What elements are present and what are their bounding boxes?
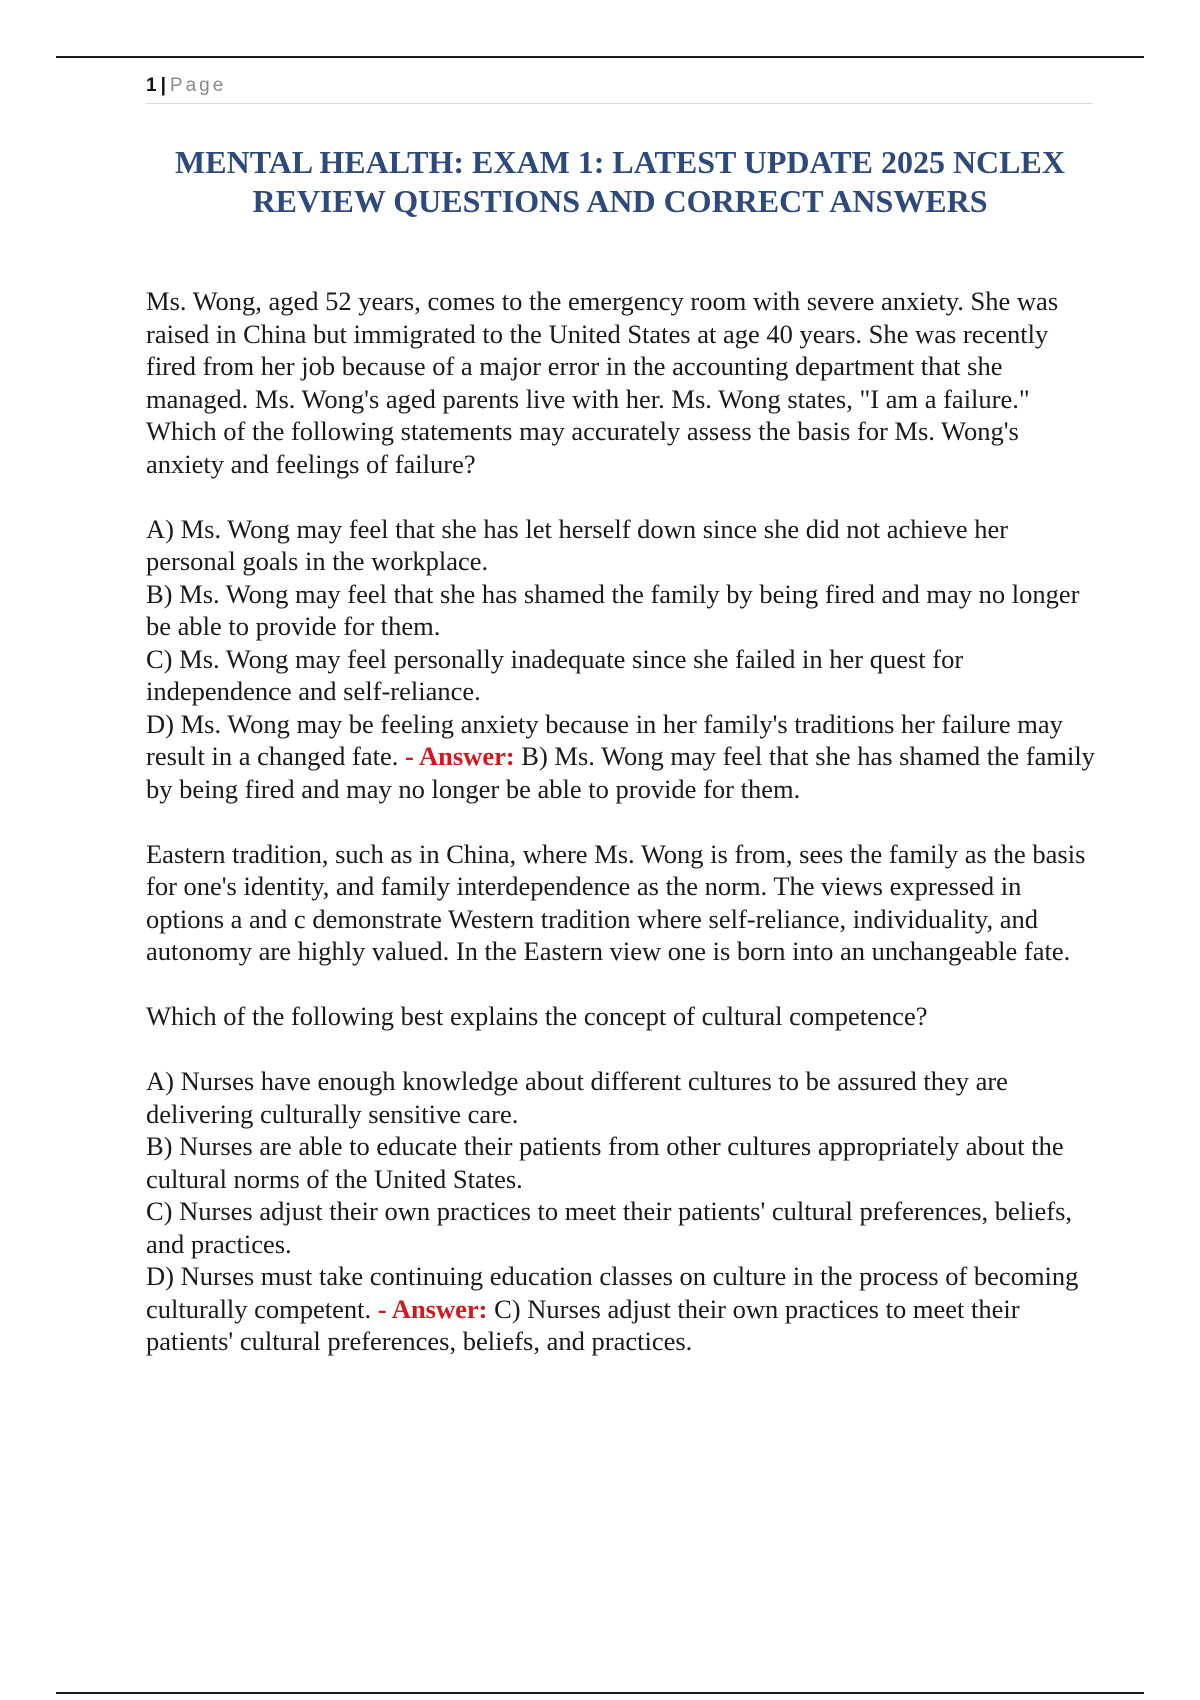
question-1-rationale: Eastern tradition, such as in China, where Ms. Wong is from, sees the family as the basis for one's identity, and family interdependence as the norm. The views expressed in options a and c demonstrate Western tradition where self-reliance, individuality, and autonomy are highly valued. In the Eastern view one is born into an unchangeable fate. — [146, 838, 1086, 966]
title-line-2: REVIEW QUESTIONS AND CORRECT ANSWERS — [252, 183, 988, 219]
bottom-rule — [56, 1692, 1144, 1694]
question-2-option-a: A) Nurses have enough knowledge about different cultures to be assured they are delivering culturally sensitive care. — [146, 1066, 1008, 1129]
page-separator: | — [160, 75, 166, 96]
document-title — [120, 143, 1120, 221]
question-1-option-d: D) Ms. Wong may be feeling anxiety because in her family's traditions her failure may result in a changed fate. — [146, 708, 1063, 771]
page-number: 1 — [146, 75, 157, 96]
question-2-option-d: D) Nurses must take continuing education classes on culture in the process of becoming culturally competent. — [146, 1261, 1079, 1324]
page-word: Page — [169, 75, 227, 96]
question-1-option-d-with-answer — [146, 708, 1096, 806]
title-line-1: MENTAL HEALTH: EXAM 1: LATEST UPDATE 2025 NCLEX — [175, 144, 1065, 180]
question-2-answer-label: - Answer: — [377, 1293, 488, 1324]
top-rule — [56, 56, 1144, 58]
page-header — [146, 73, 1092, 104]
question-2-answer-text: C) Nurses adjust their own practices to meet their patients' cultural preferences, beliefs, and practices. — [146, 1293, 1020, 1356]
question-1-answer-text: B) Ms. Wong may feel that she has shamed the family by being fired and may no longer be able to provide for them. — [146, 741, 1095, 804]
question-1-option-b: B) Ms. Wong may feel that she has shamed the family by being fired and may no longer be able to provide for them. — [146, 578, 1080, 641]
question-2-option-b: B) Nurses are able to educate their patients from other cultures appropriately about the cultural norms of the United States. — [146, 1131, 1064, 1194]
question-2-text: Which of the following best explains the concept of cultural competence? — [146, 1001, 928, 1031]
question-1-option-a: A) Ms. Wong may feel that she has let herself down since she did not achieve her personal goals in the workplace. — [146, 513, 1009, 576]
document-body — [146, 285, 1096, 1358]
question-1-option-c: C) Ms. Wong may feel personally inadequate since she failed in her quest for independence and self-reliance. — [146, 643, 964, 706]
question-2-option-d-with-answer — [146, 1260, 1096, 1358]
question-1-answer-label: - Answer: — [405, 741, 515, 771]
question-2-option-c: C) Nurses adjust their own practices to meet their patients' cultural preferences, beliefs, and practices. — [146, 1196, 1073, 1259]
question-1-text: Ms. Wong, aged 52 years, comes to the emergency room with severe anxiety. She was raised in China but immigrated to the United States at age 40 years. She was recently fired from her job because of a major error in the accounting department that she managed. Ms. Wong's aged parents live with her. Ms. Wong states, "I am a failure." Which of the following statements may accurately assess the basis for Ms. Wong's anxiety and feelings of failure? — [146, 286, 1059, 479]
